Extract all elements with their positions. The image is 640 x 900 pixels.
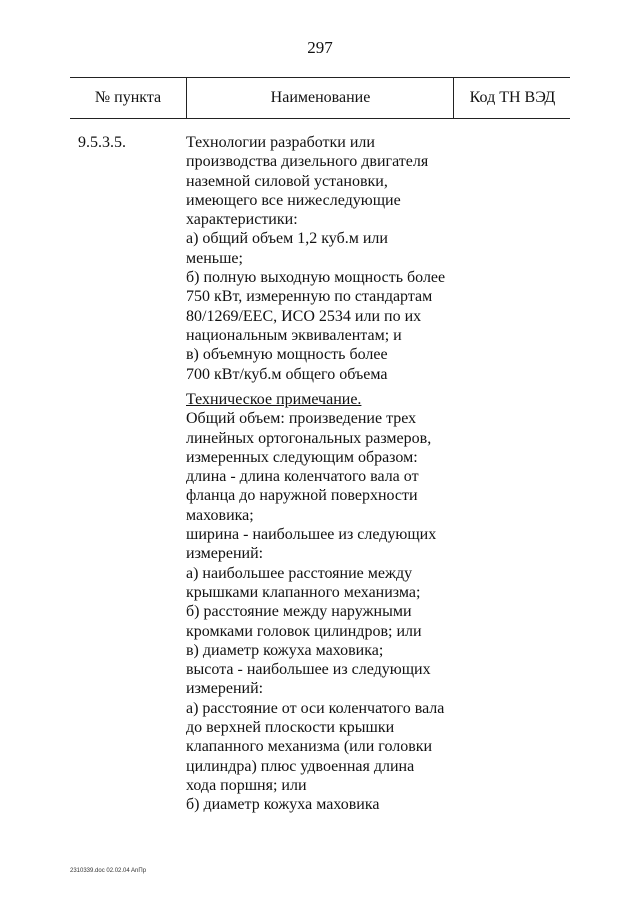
description-line: производства дизельного двигателя	[186, 153, 429, 171]
description-line: наземной силовой установки,	[186, 172, 388, 190]
description-line: имеющего все нижеследующие	[186, 191, 401, 209]
note-line: фланца до наружной поверхности	[186, 487, 418, 505]
note-line: клапанного механизма (или головки	[186, 738, 433, 756]
description-line: характеристики:	[186, 211, 298, 229]
note-line: крышками клапанного механизма;	[186, 583, 421, 601]
header-name: Наименование	[186, 78, 454, 118]
note-line: маховика;	[186, 506, 254, 524]
note-line: линейных ортогональных размеров,	[186, 429, 432, 447]
note-line: измеренных следующим образом:	[186, 448, 418, 466]
note-line: в) диаметр кожуха маховика;	[186, 641, 384, 659]
description-line: 700 кВт/куб.м общего объема	[186, 365, 388, 383]
note-line: Общий объем: произведение трех	[186, 410, 417, 428]
page-number: 297	[307, 38, 333, 57]
note-line: б) расстояние между наружными	[186, 603, 412, 621]
description-line: б) полную выходную мощность более	[186, 269, 446, 287]
technical-note-title: Техническое примечание.	[186, 391, 362, 408]
item-number: 9.5.3.5.	[78, 134, 126, 151]
note-line: измерений:	[186, 545, 264, 563]
note-line: б) диаметр кожуха маховика	[186, 796, 380, 814]
description-line: 750 кВт, измеренную по стандартам	[186, 288, 433, 306]
description-line: 80/1269/ЕЕС, ИСО 2534 или по их	[186, 307, 422, 325]
note-line: хода поршня; или	[186, 776, 307, 794]
note-line: ширина - наибольшее из следующих	[186, 526, 437, 544]
note-line: кромками головок цилиндров; или	[186, 622, 422, 640]
description-line: Технологии разработки или	[186, 134, 375, 151]
description-line: меньше;	[186, 249, 243, 267]
technical-note	[186, 390, 486, 815]
description-line: в) объемную мощность более	[186, 346, 388, 364]
footer-document-code: 2310339.doc 02.02.04 AnПр	[70, 868, 147, 874]
note-line: а) наибольшее расстояние между	[186, 564, 413, 582]
description-line: национальным эквивалентам; и	[186, 326, 402, 344]
note-line: измерений:	[186, 680, 264, 698]
note-line: высота - наибольшее из следующих	[186, 661, 431, 679]
table-header	[70, 77, 570, 119]
description-line: а) общий объем 1,2 куб.м или	[186, 230, 388, 248]
note-line: до верхней плоскости крышки	[186, 719, 395, 737]
item-description	[186, 133, 486, 384]
note-line: длина - длина коленчатого вала от	[186, 468, 419, 486]
note-line: цилиндра) плюс удвоенная длина	[186, 757, 415, 775]
header-item-number: № пункта	[94, 89, 162, 106]
note-line: а) расстояние от оси коленчатого вала	[186, 699, 445, 717]
header-tn-ved-code: Код ТН ВЭД	[453, 78, 571, 118]
